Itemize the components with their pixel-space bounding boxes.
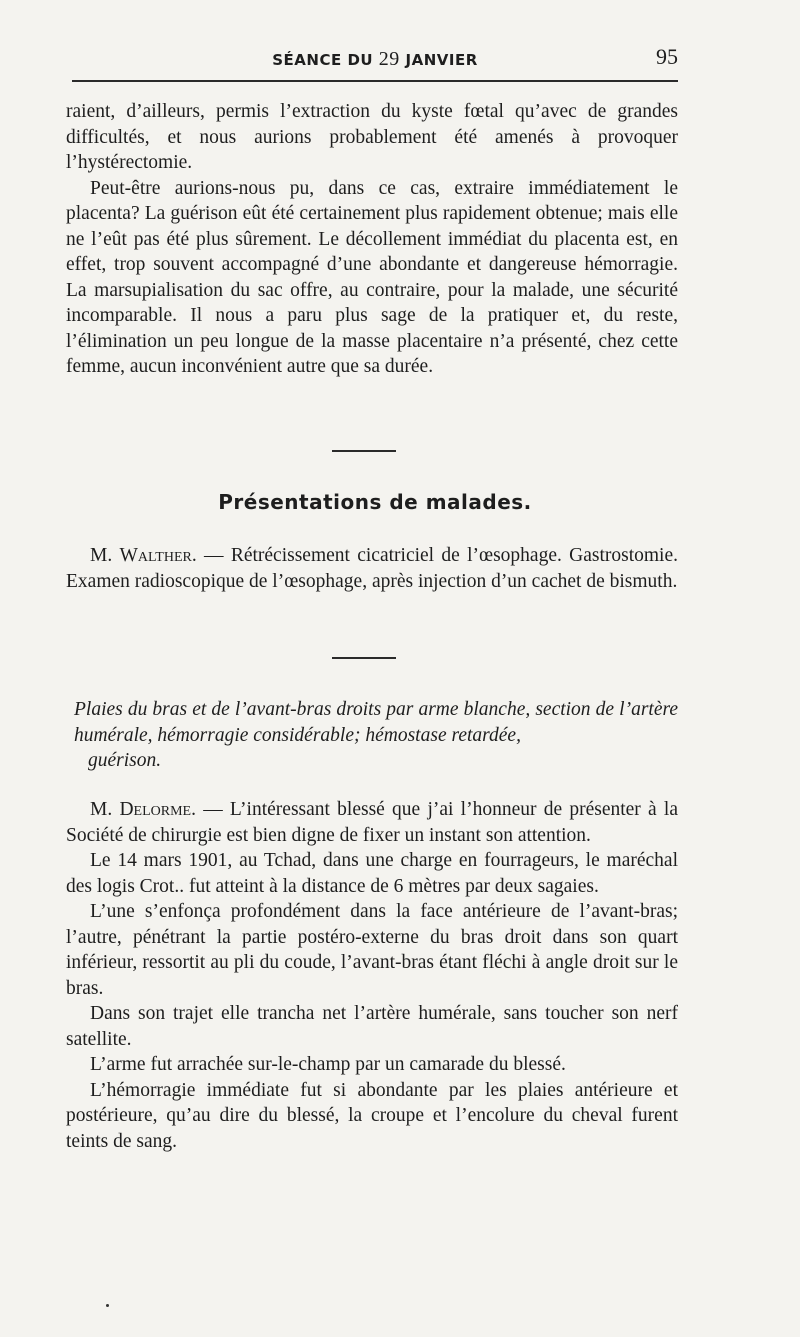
header-rule bbox=[72, 80, 678, 82]
paragraph: Peut-être aurions-nous pu, dans ce cas, extraire immédiatement le placenta? La guérison eût été certainement plus rapidement obtenue; mais elle ne l’eût pas été plus sûrement. Le décollement immédiat du placenta est, en effet, trop souvent accompagné d’une abondante et dangereuse hémorragie. La marsupialisation du sac offre, au contraire, pour la malade, une sécurité incomparable. Il nous a paru plus sage de la pratiquer et, du reste, l’élimination un peu longue de la masse placentaire n’a présenté, chez cette femme, aucun inconvénient autre que sa durée. bbox=[66, 177, 678, 377]
page-number: 95 bbox=[656, 44, 678, 69]
running-title bbox=[72, 48, 678, 71]
case-title-text: Plaies du bras et de l’avant-bras droits par arme blanche, section de l’artère humérale, hémorragie considérable; hémostase retardée, bbox=[74, 699, 678, 746]
speaker-prefix: M. bbox=[90, 545, 120, 566]
section-divider bbox=[332, 450, 396, 452]
paragraph bbox=[66, 797, 678, 848]
speaker-name: Walther bbox=[119, 545, 192, 566]
paragraph bbox=[66, 543, 678, 594]
section-divider bbox=[332, 657, 396, 659]
text-block-delorme bbox=[66, 797, 678, 1154]
running-title-text: SÉANCE DU bbox=[272, 51, 379, 69]
ink-speck bbox=[106, 1304, 109, 1307]
speaker-prefix: M. bbox=[90, 799, 120, 820]
paragraph: Le 14 mars 1901, au Tchad, dans une charge en fourrageurs, le maréchal des logis Crot.. fut atteint à la distance de 6 mètres par deux sagaies. bbox=[66, 850, 678, 897]
text-block-walther bbox=[66, 543, 678, 594]
paragraph-text: . — L’intéressant blessé que j’ai l’honneur de présenter à la Société de chirurgie est bien digne de fixer un instant son attention. bbox=[66, 799, 678, 846]
section-heading: Présentations de malades. bbox=[218, 490, 532, 514]
paragraph: L’arme fut arrachée sur-le-champ par un camarade du blessé. bbox=[90, 1054, 566, 1075]
running-title-month: JANVIER bbox=[399, 51, 478, 69]
paragraph-text: . — Rétrécissement cicatriciel de l’œsophage. Gastrostomie. Examen radioscopique de l’œsophage, après injection d’un cachet de bismuth. bbox=[66, 545, 679, 592]
case-title-text: guérison. bbox=[88, 750, 162, 771]
running-head bbox=[72, 44, 678, 72]
case-title bbox=[74, 697, 678, 774]
paragraph: L’une s’enfonça profondément dans la face antérieure de l’avant-bras; l’autre, pénétrant la partie postéro-externe du bras droit dans son quart inférieur, ressortit au pli du coude, l’avant-bras étant fléchi à angle droit sur le bras. bbox=[66, 901, 678, 999]
paragraph: raient, d’ailleurs, permis l’extraction du kyste fœtal qu’avec de grandes difficultés, et nous aurions probablement été amenés à provoquer l’hystérectomie. bbox=[66, 101, 678, 173]
running-title-date: 29 bbox=[378, 48, 400, 70]
text-block-opening bbox=[66, 99, 678, 380]
paragraph: Dans son trajet elle trancha net l’artère humérale, sans toucher son nerf satellite. bbox=[66, 1003, 678, 1050]
speaker-name: Delorme bbox=[119, 799, 192, 820]
paragraph: L’hémorragie immédiate fut si abondante par les plaies antérieure et postérieure, qu’au dire du blessé, la croupe et l’encolure du cheval furent teints de sang. bbox=[66, 1079, 678, 1152]
